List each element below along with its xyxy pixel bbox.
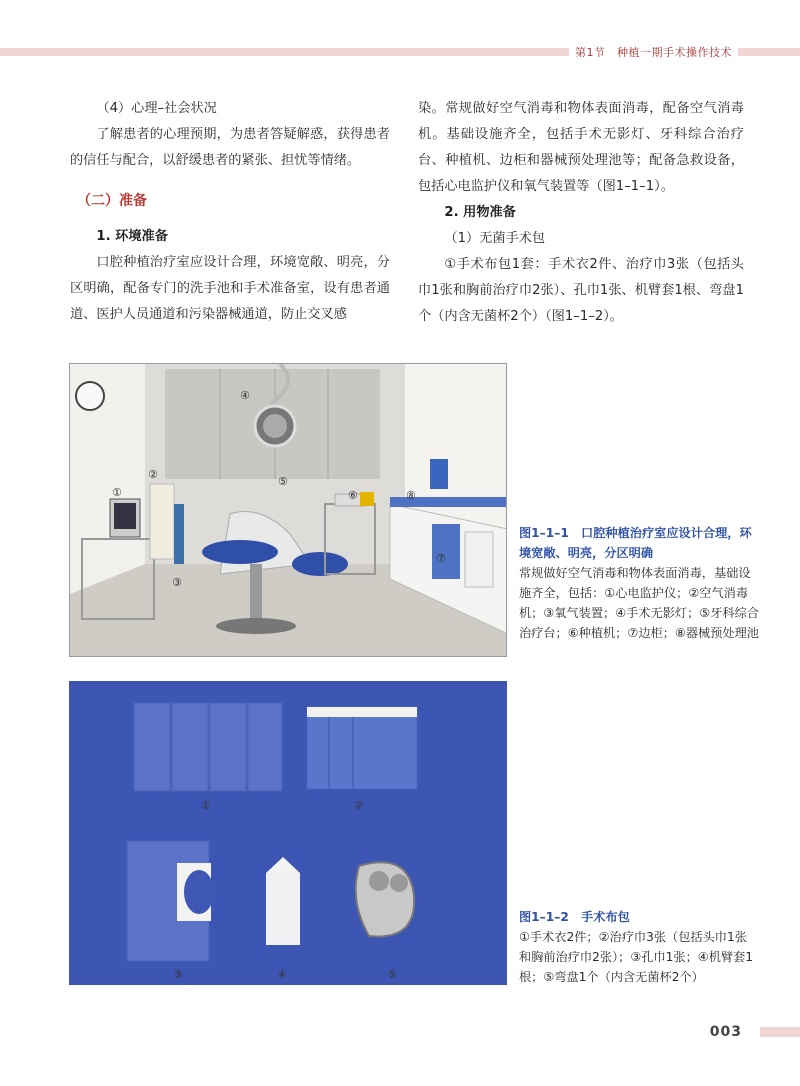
fig1-label-7: ⑦	[436, 552, 446, 565]
left-column	[70, 96, 390, 328]
fig2-label-2: ②	[354, 799, 364, 812]
surgical-pack-illustration	[69, 681, 507, 985]
fig2-label-5: ⑤	[387, 968, 397, 981]
psych-heading: （4）心理–社会状况	[96, 101, 217, 116]
supplies-heading: 2. 用物准备	[444, 205, 516, 220]
fig1-label-6: ⑥	[348, 489, 358, 502]
footer-bar	[760, 1027, 800, 1037]
fig1-label-5: ⑤	[278, 475, 288, 488]
section-heading-preparation: （二）准备	[77, 193, 147, 209]
env-prep-heading: 1. 环境准备	[96, 229, 168, 244]
fig2-label-3: ③	[173, 968, 183, 981]
operating-room-illustration	[70, 364, 507, 657]
figure1-caption	[519, 523, 759, 643]
figure-surgical-pack	[69, 681, 507, 985]
figure2-caption	[519, 907, 759, 987]
figure2-caption-body: ①手术衣2件；②治疗巾3张（包括头巾1张和胸前治疗巾2张）；③孔巾1张；④机臂套1根；⑤弯盘1个（内含无菌杯2个）	[519, 930, 754, 984]
fig2-label-1: ①	[201, 799, 211, 812]
env-prep-continued: 染。常规做好空气消毒和物体表面消毒，配备空气消毒机。基础设施齐全，包括手术无影灯、牙科综合治疗台、种植机、边柜和器械预处理池等；配备急救设备，包括心电监护仪和氧气装置等（图1–1–1）。	[418, 101, 744, 194]
psych-text: 了解患者的心理预期，为患者答疑解惑，获得患者的信任与配合，以舒缓患者的紧张、担忧等情绪。	[70, 127, 390, 168]
fig2-label-4: ④	[277, 968, 287, 981]
fig1-label-4: ④	[240, 389, 250, 402]
page-number: 003	[709, 1024, 742, 1040]
figure2-caption-title: 图1–1–2 手术布包	[519, 910, 630, 924]
sterile-pack-text: ①手术布包1套：手术衣2件、治疗巾3张（包括头巾1张和胸前治疗巾2张）、孔巾1张、机臂套1根、弯盘1个（内含无菌杯2个）（图1–1–2）。	[418, 257, 744, 324]
running-header: 第1节 种植一期手术操作技术	[569, 44, 738, 60]
right-column	[418, 96, 744, 330]
figure1-caption-body: 常规做好空气消毒和物体表面消毒，基础设施齐全，包括：①心电监护仪；②空气消毒机；③氧气装置；④手术无影灯；⑤牙科综合治疗台；⑥种植机；⑦边柜；⑧器械预处理池	[519, 566, 759, 640]
env-prep-text: 口腔种植治疗室应设计合理，环境宽敞、明亮，分区明确，配备专门的洗手池和手术准备室，设有患者通道、医护人员通道和污染器械通道，防止交叉感	[70, 255, 390, 322]
figure1-caption-title: 图1–1–1 口腔种植治疗室应设计合理，环境宽敞、明亮，分区明确	[519, 526, 752, 560]
fig1-label-2: ②	[148, 468, 158, 481]
fig1-label-3: ③	[172, 576, 182, 589]
figure-operating-room	[69, 363, 507, 657]
sterile-pack-heading: （1）无菌手术包	[444, 231, 546, 246]
fig1-label-1: ①	[112, 486, 122, 499]
fig1-label-8: ⑧	[406, 489, 416, 502]
